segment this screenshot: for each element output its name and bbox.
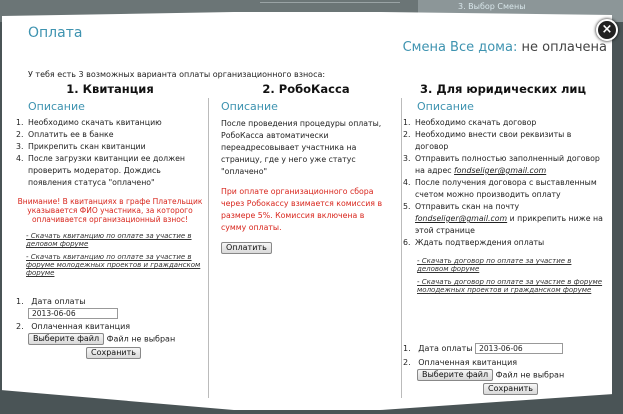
legal-step: 5. Отправить скан на почту fondseliger@gmail.com и прикрепить ниже на этой странице: [403, 202, 603, 235]
legal-date-input[interactable]: 2013-06-06: [475, 343, 563, 354]
legal-form: [403, 343, 603, 395]
legal-date-number: 1.: [403, 344, 411, 353]
intro-text: У тебя есть 3 возможных варианта оплаты организационного взноса:: [28, 70, 326, 79]
shift-status-value: не оплачена: [521, 40, 607, 55]
legal-step: 1. Необходимо скачать договор: [403, 118, 537, 127]
receipt-column: [16, 82, 204, 277]
receipt-save-button[interactable]: Сохранить: [86, 347, 141, 359]
legal-steps: [403, 117, 603, 249]
shift-status: [403, 40, 607, 55]
receipt-step: 4. После загрузки квитанции ее должен проверить модератор. Дождись появления статуса "оплачено": [16, 154, 186, 187]
robokassa-column: [221, 82, 391, 254]
receipt-step: 2. Оплатить ее в банке: [16, 130, 114, 139]
legal-column: [403, 82, 603, 294]
receipt-steps: [16, 117, 204, 189]
legal-step: 6. Ждать подтверждения оплаты: [403, 238, 545, 247]
download-contract-youth-link[interactable]: - Скачать договор по оплате за участие в форуме молодежных проектов и гражданском форуме: [417, 278, 603, 294]
receipt-file-label: Оплаченная квитанция: [31, 322, 131, 331]
legal-description-label: Описание: [417, 100, 474, 113]
receipt-form: [16, 296, 206, 359]
legal-step: 2. Необходимо внести свои реквизиты в договор: [403, 130, 572, 151]
receipt-choose-file-button[interactable]: Выберите файл: [28, 333, 104, 345]
receipt-date-input[interactable]: 2013-06-06: [28, 308, 118, 319]
receipt-step: 1. Необходимо скачать квитанцию: [16, 118, 162, 127]
receipt-no-file-text: Файл не выбран: [106, 334, 176, 344]
modal-title: Оплата: [28, 25, 83, 41]
column-divider: [401, 98, 402, 398]
robokassa-heading: 2. РобоКасса: [262, 82, 350, 96]
robokassa-warning: При оплате организационного сбора через Робокассу взимается комиссия в размере 5%. Комиссия включена в сумму оплаты.: [221, 187, 383, 232]
legal-date-row: [403, 343, 603, 354]
download-receipt-business-link[interactable]: - Скачать квитанцию по оплате за участие в деловом форуме: [26, 232, 192, 248]
robokassa-description-label: Описание: [221, 100, 278, 113]
column-divider: [208, 98, 209, 398]
shift-status-label: Смена Все дома:: [402, 40, 518, 55]
download-contract-business-link[interactable]: - Скачать договор по оплате за участие в деловом форуме: [417, 257, 572, 273]
legal-choose-file-button[interactable]: Выберите файл: [417, 369, 493, 381]
legal-save-button[interactable]: Сохранить: [483, 383, 538, 395]
close-icon[interactable]: ×: [596, 19, 618, 41]
legal-no-file-text: Файл не выбран: [495, 370, 565, 380]
legal-heading: 3. Для юридических лиц: [419, 82, 587, 96]
legal-step: 4. После получения договора с выставленным счетом можно производить оплату: [403, 178, 597, 199]
receipt-date-number: 1.: [16, 297, 24, 306]
legal-file-label: Оплаченная квитанция: [418, 358, 518, 367]
receipt-file-row: [16, 321, 206, 332]
receipt-date-row: [16, 296, 206, 307]
receipt-date-label: Дата оплаты: [31, 297, 86, 306]
legal-date-label: Дата оплаты: [418, 344, 473, 353]
background-step-label: 3. Выбор Смены: [458, 2, 526, 11]
receipt-heading: 1. Квитанция: [66, 82, 154, 96]
receipt-step: 3. Прикрепить скан квитанции: [16, 142, 146, 151]
legal-file-number: 2.: [403, 358, 411, 367]
pay-button[interactable]: Оплатить: [221, 242, 272, 254]
download-receipt-youth-link[interactable]: - Скачать квитанцию по оплате за участие в форуме молодежных проектов и гражданском форуме: [26, 253, 201, 277]
legal-step: 3. Отправить полностью заполненный договор на адрес fondseliger@gmail.com: [403, 154, 600, 175]
legal-email-link[interactable]: fondseliger@gmail.com: [415, 214, 508, 223]
robokassa-text: После проведения процедуры оплаты, РобоКасса автоматически переадресовывает участника на страницу, где у него уже статус "оплачено": [221, 119, 382, 176]
receipt-warning: Внимание! В квитанциях в графе Плательщик указывается ФИО участника, за которого оплачивается организационный взнос!: [17, 197, 203, 224]
receipt-description-label: Описание: [28, 100, 85, 113]
legal-file-row: [403, 357, 603, 368]
receipt-file-number: 2.: [16, 322, 24, 331]
legal-email-link[interactable]: fondseliger@gmail.com: [454, 166, 547, 175]
